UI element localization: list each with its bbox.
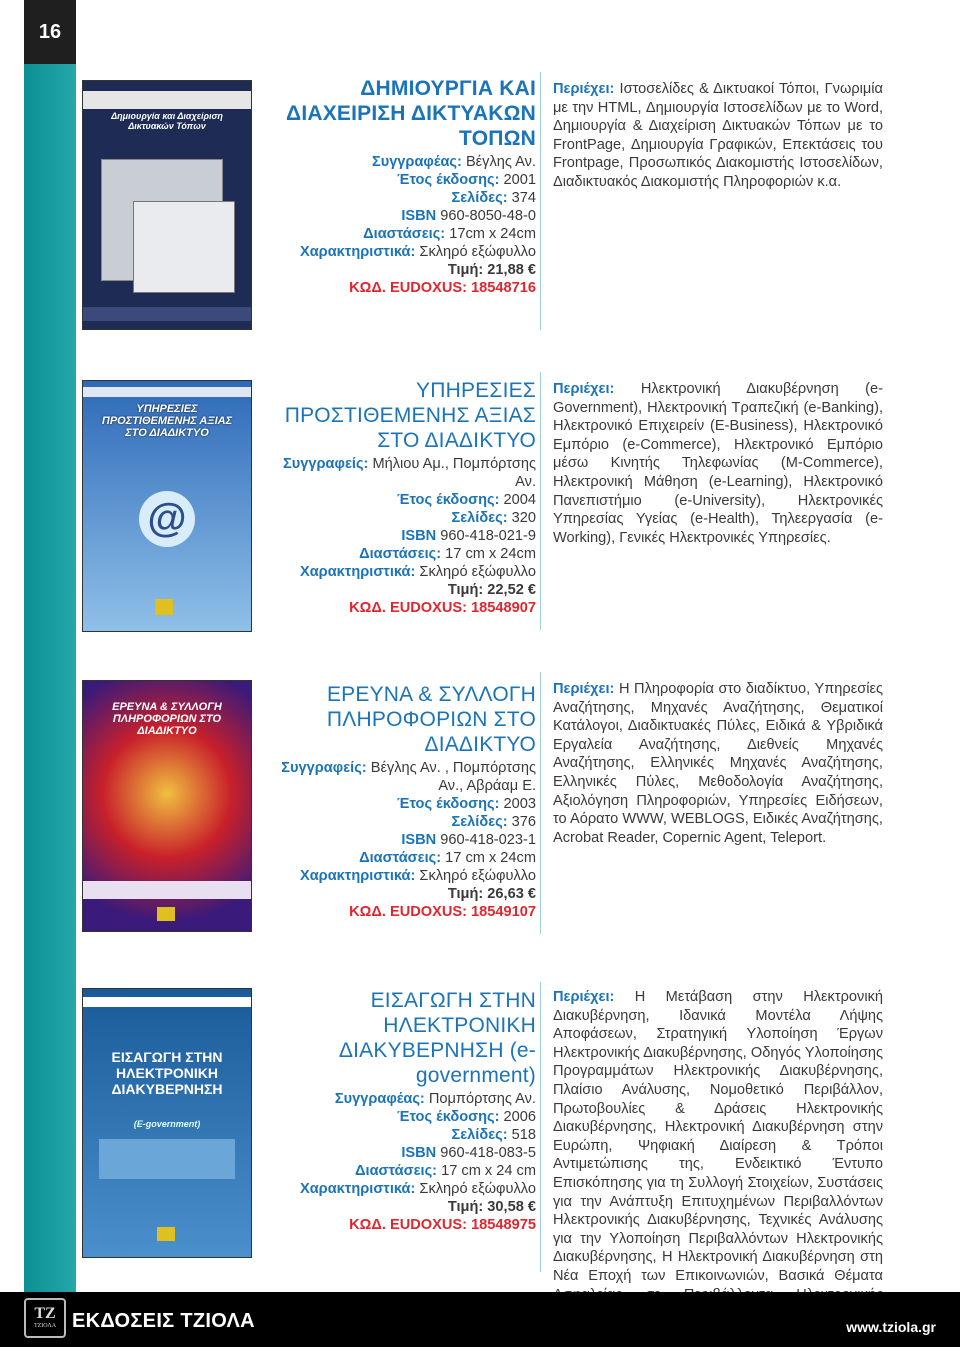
cover-header — [83, 91, 251, 109]
price: Τιμή: 21,88 € — [447, 262, 536, 278]
author-line: Συγγραφείς: Μήλιου Αμ., Πομπόρτσης Αν. — [283, 456, 536, 490]
book-cover-1 — [82, 80, 252, 330]
isbn-line: ISBN 960-418-083-5 — [401, 1145, 536, 1161]
cover-screenshot — [133, 201, 235, 293]
price: Τιμή: 22,52 € — [447, 582, 536, 598]
pages-line: Σελίδες: 320 — [451, 510, 536, 526]
book-info-3 — [262, 682, 536, 921]
publisher-logo: ΤΖ ΤΖΙΟΛΑ — [24, 1298, 66, 1338]
isbn-line: ISBN 960-418-021-9 — [401, 528, 536, 544]
cover-title: ΕΡΕΥΝΑ & ΣΥΛΛΟΓΗ ΠΛΗΡΟΦΟΡΙΩΝ ΣΤΟ ΔΙΑΔΙΚΤΥΟ — [112, 701, 222, 737]
features-line: Χαρακτηριστικά: Σκληρό εξώφυλλο — [299, 868, 536, 884]
book-title: ΥΠΗΡΕΣΙΕΣ ΠΡΟΣΤΙΘΕΜΕΝΗΣ ΑΞΙΑΣ ΣΤΟ ΔΙΑΔΙΚΤΥΟ — [284, 379, 536, 452]
book-description-3: Περιέχει: Η Πληροφορία στο διαδίκτυο, Υπηρεσίες Αναζήτησης, Μηχανές Αναζήτησης, Θεματικοί Κατάλογοι, Διαδικτυακές Πύλες, Ειδικά & Υβριδικά Εργαλεία Αναζήτησης, Διεθνείς Μηχανές Αναζήτησης, Ελληνικές Μηχανές Αναζήτησης, Ελληνικές Πύλες, Μεθοδολογία Αναζήτησης, Αξιολόγηση Πληροφοριών, Υπηρεσίες Ειδήσεων, το Αόρατο WWW, WEBLOGS, Ειδικές Αναζήτησης, Acrobat Reader, Copernic Agent, Teleport. — [553, 681, 883, 846]
book-title: ΕΙΣΑΓΩΓΗ ΣΤΗΝ ΗΛΕΚΤΡΟΝΙΚΗ ΔΙΑΚΥΒΕΡΝΗΣΗ (e-government) — [338, 989, 536, 1087]
book-description-2: Περιέχει: Ηλεκτρονική Διακυβέρνηση (e-Government), Ηλεκτρονική Τραπεζική (e-Banking), Ηλεκτρονικό Επιχειρείν (E-Business), Ηλεκτρονικό Εμπόριο (e-Commerce), Ηλεκτρονικό Εμπόριο μέσω Κινητής Τηλεφωνίας (M-Commerce), Ηλεκτρονική Μάθηση (e-Learning), Ηλεκτρονικό Πανεπιστήμιο (e-University), Ηλεκτρονικές Υπηρεσίας Υγείας (e-Health), Τηλεεργασία (e-Working), Γενικές Ηλεκτρονικές Υπηρεσίες. — [553, 381, 884, 546]
features-line: Χαρακτηριστικά: Σκληρό εξώφυλλο — [299, 564, 536, 580]
book-cover-4 — [82, 988, 252, 1258]
price: Τιμή: 30,58 € — [447, 1199, 536, 1215]
pages-line: Σελίδες: 376 — [451, 814, 536, 830]
cover-title: Δημιουργία και Διαχείριση Δικτυακών Τόπων — [111, 111, 223, 131]
cover-header — [83, 387, 251, 397]
pages-line: Σελίδες: 518 — [451, 1127, 536, 1143]
footer-bar — [0, 1292, 960, 1347]
book-cover-3 — [82, 680, 252, 932]
book-description-4: Περιέχει: Η Μετάβαση στην Ηλεκτρονική Διακυβέρνηση, Ιδανικά Μοντέλα Λήψης Αποφάσεων, Στρατηγική Υλοποίηση Έργων Ηλεκτρονικής Διακυβέρνησης, Οδηγός Υλοποίησης Προγραμμάτων Ηλεκτρονικής Διακυβέρνησης, Πλαίσιο Ανάλυσης, Νομοθετικό Περιβάλλον, Πρωτοβουλίες & Δράσεις Ηλεκτρονικής Διακυβέρνησης, Ηλεκτρονική Διακυβέρνηση στην Ευρώπη, Ψηφιακή Διαίρεση & Τρόποι Αντιμετώπισης της, Ενδεικτικό Έντυπο Επισκόπησης για τη Συλλογή Στοιχείων, Συστάσεις για την Ανάπτυξη Επιτυχημένων Περιβαλλόντων Ηλεκτρονικής Διακυβέρνησης, Τεχνικές Ανάλυσης για την Υλοποίηση Περιβαλλόντων Ηλεκτρονικής Διακυβέρνησης, Η Ηλεκτρονική Διακυβέρνηση στη Νέα Εποχή των Επικοινωνιών, Βασικά Θέματα — [553, 989, 883, 1284]
cover-logo — [157, 907, 175, 921]
dims-line: Διαστάσεις: 17 cm x 24cm — [359, 850, 536, 866]
isbn-line: ISBN 960-8050-48-0 — [401, 208, 536, 224]
column-divider — [540, 372, 541, 630]
book-cover-2 — [82, 380, 252, 632]
column-divider — [540, 672, 541, 934]
column-divider — [540, 72, 541, 330]
dims-line: Διαστάσεις: 17 cm x 24 cm — [355, 1163, 536, 1179]
at-sign-icon: @ — [139, 491, 195, 547]
cover-title: ΥΠΗΡΕΣΙΕΣ ΠΡΟΣΤΙΘΕΜΕΝΗΣ ΑΞΙΑΣ ΣΤΟ ΔΙΑΔΙΚΤΥΟ — [101, 403, 233, 439]
cover-logo — [155, 599, 173, 615]
dims-line: Διαστάσεις: 17cm x 24cm — [363, 226, 536, 242]
price: Τιμή: 26,63 € — [447, 886, 536, 902]
book-info-2 — [262, 378, 536, 617]
book-title: ΔΗΜΙΟΥΡΓΙΑ ΚΑΙ ΔΙΑΧΕΙΡΙΣΗ ΔΙΚΤΥΑΚΩΝ ΤΟΠΩΝ — [286, 77, 536, 150]
column-divider — [540, 982, 541, 1272]
book-info-4 — [262, 988, 536, 1234]
left-accent-bar — [24, 64, 76, 1292]
eudoxus-code: ΚΩΔ. EUDOXUS: 18548716 — [349, 280, 536, 296]
eudoxus-code: ΚΩΔ. EUDOXUS: 18549107 — [349, 904, 536, 920]
features-line: Χαρακτηριστικά: Σκληρό εξώφυλλο — [299, 1181, 536, 1197]
cover-text-lines — [99, 1139, 235, 1179]
cover-subtitle: (E-government) — [133, 1119, 201, 1129]
year-line: Έτος έκδοσης: 2006 — [397, 1109, 536, 1125]
cover-footer — [83, 881, 251, 899]
cover-title: ΕΙΣΑΓΩΓΗ ΣΤΗΝ ΗΛΕΚΤΡΟΝΙΚΗ ΔΙΑΚΥΒΕΡΝΗΣΗ — [111, 1049, 223, 1097]
eudoxus-code: ΚΩΔ. EUDOXUS: 18548975 — [349, 1217, 536, 1233]
cover-footer — [83, 307, 251, 321]
dims-line: Διαστάσεις: 17 cm x 24cm — [359, 546, 536, 562]
year-line: Έτος έκδοσης: 2003 — [397, 796, 536, 812]
eudoxus-code: ΚΩΔ. EUDOXUS: 18548907 — [349, 600, 536, 616]
features-line: Χαρακτηριστικά: Σκληρό εξώφυλλο — [299, 244, 536, 260]
website-link[interactable]: www.tziola.gr — [846, 1319, 936, 1335]
cover-header — [83, 997, 251, 1007]
author-line: Συγγραφέας: Πομπόρτσης Αν. — [334, 1091, 536, 1107]
book-title: ΕΡΕΥΝΑ & ΣΥΛΛΟΓΗ ΠΛΗΡΟΦΟΡΙΩΝ ΣΤΟ ΔΙΑΔΙΚΤΥΟ — [326, 683, 536, 756]
author-line: Συγγραφείς: Βέγλης Αν. , Πομπόρτσης Αν., Αβράαμ Ε. — [281, 760, 536, 794]
year-line: Έτος έκδοσης: 2001 — [397, 172, 536, 188]
book-info-1 — [262, 76, 536, 297]
cover-logo — [157, 1227, 175, 1241]
publisher-name: ΕΚΔΟΣΕΙΣ ΤΖΙΟΛΑ — [72, 1310, 255, 1332]
isbn-line: ISBN 960-418-023-1 — [401, 832, 536, 848]
author-line: Συγγραφέας: Βέγλης Αν. — [371, 154, 536, 170]
page-number: 16 — [24, 0, 76, 64]
pages-line: Σελίδες: 374 — [451, 190, 536, 206]
book-description-1: Περιέχει: Ιστοσελίδες & Δικτυακοί Τόποι, Γνωριμία με την HTML, Δημιουργία Ιστοσελίδων με το Word, Δημιουργία & Διαχείριση Δικτυακών Τόπων με το FrontPage, Δημιουργία Γραφικών, Επεκτάσεις του Frontpage, Προσωπικός Διακομιστής Ιστοσελίδων, Διαδικτυακός Διακομιστής Πληροφοριών κ.α. — [553, 81, 883, 190]
year-line: Έτος έκδοσης: 2004 — [397, 492, 536, 508]
